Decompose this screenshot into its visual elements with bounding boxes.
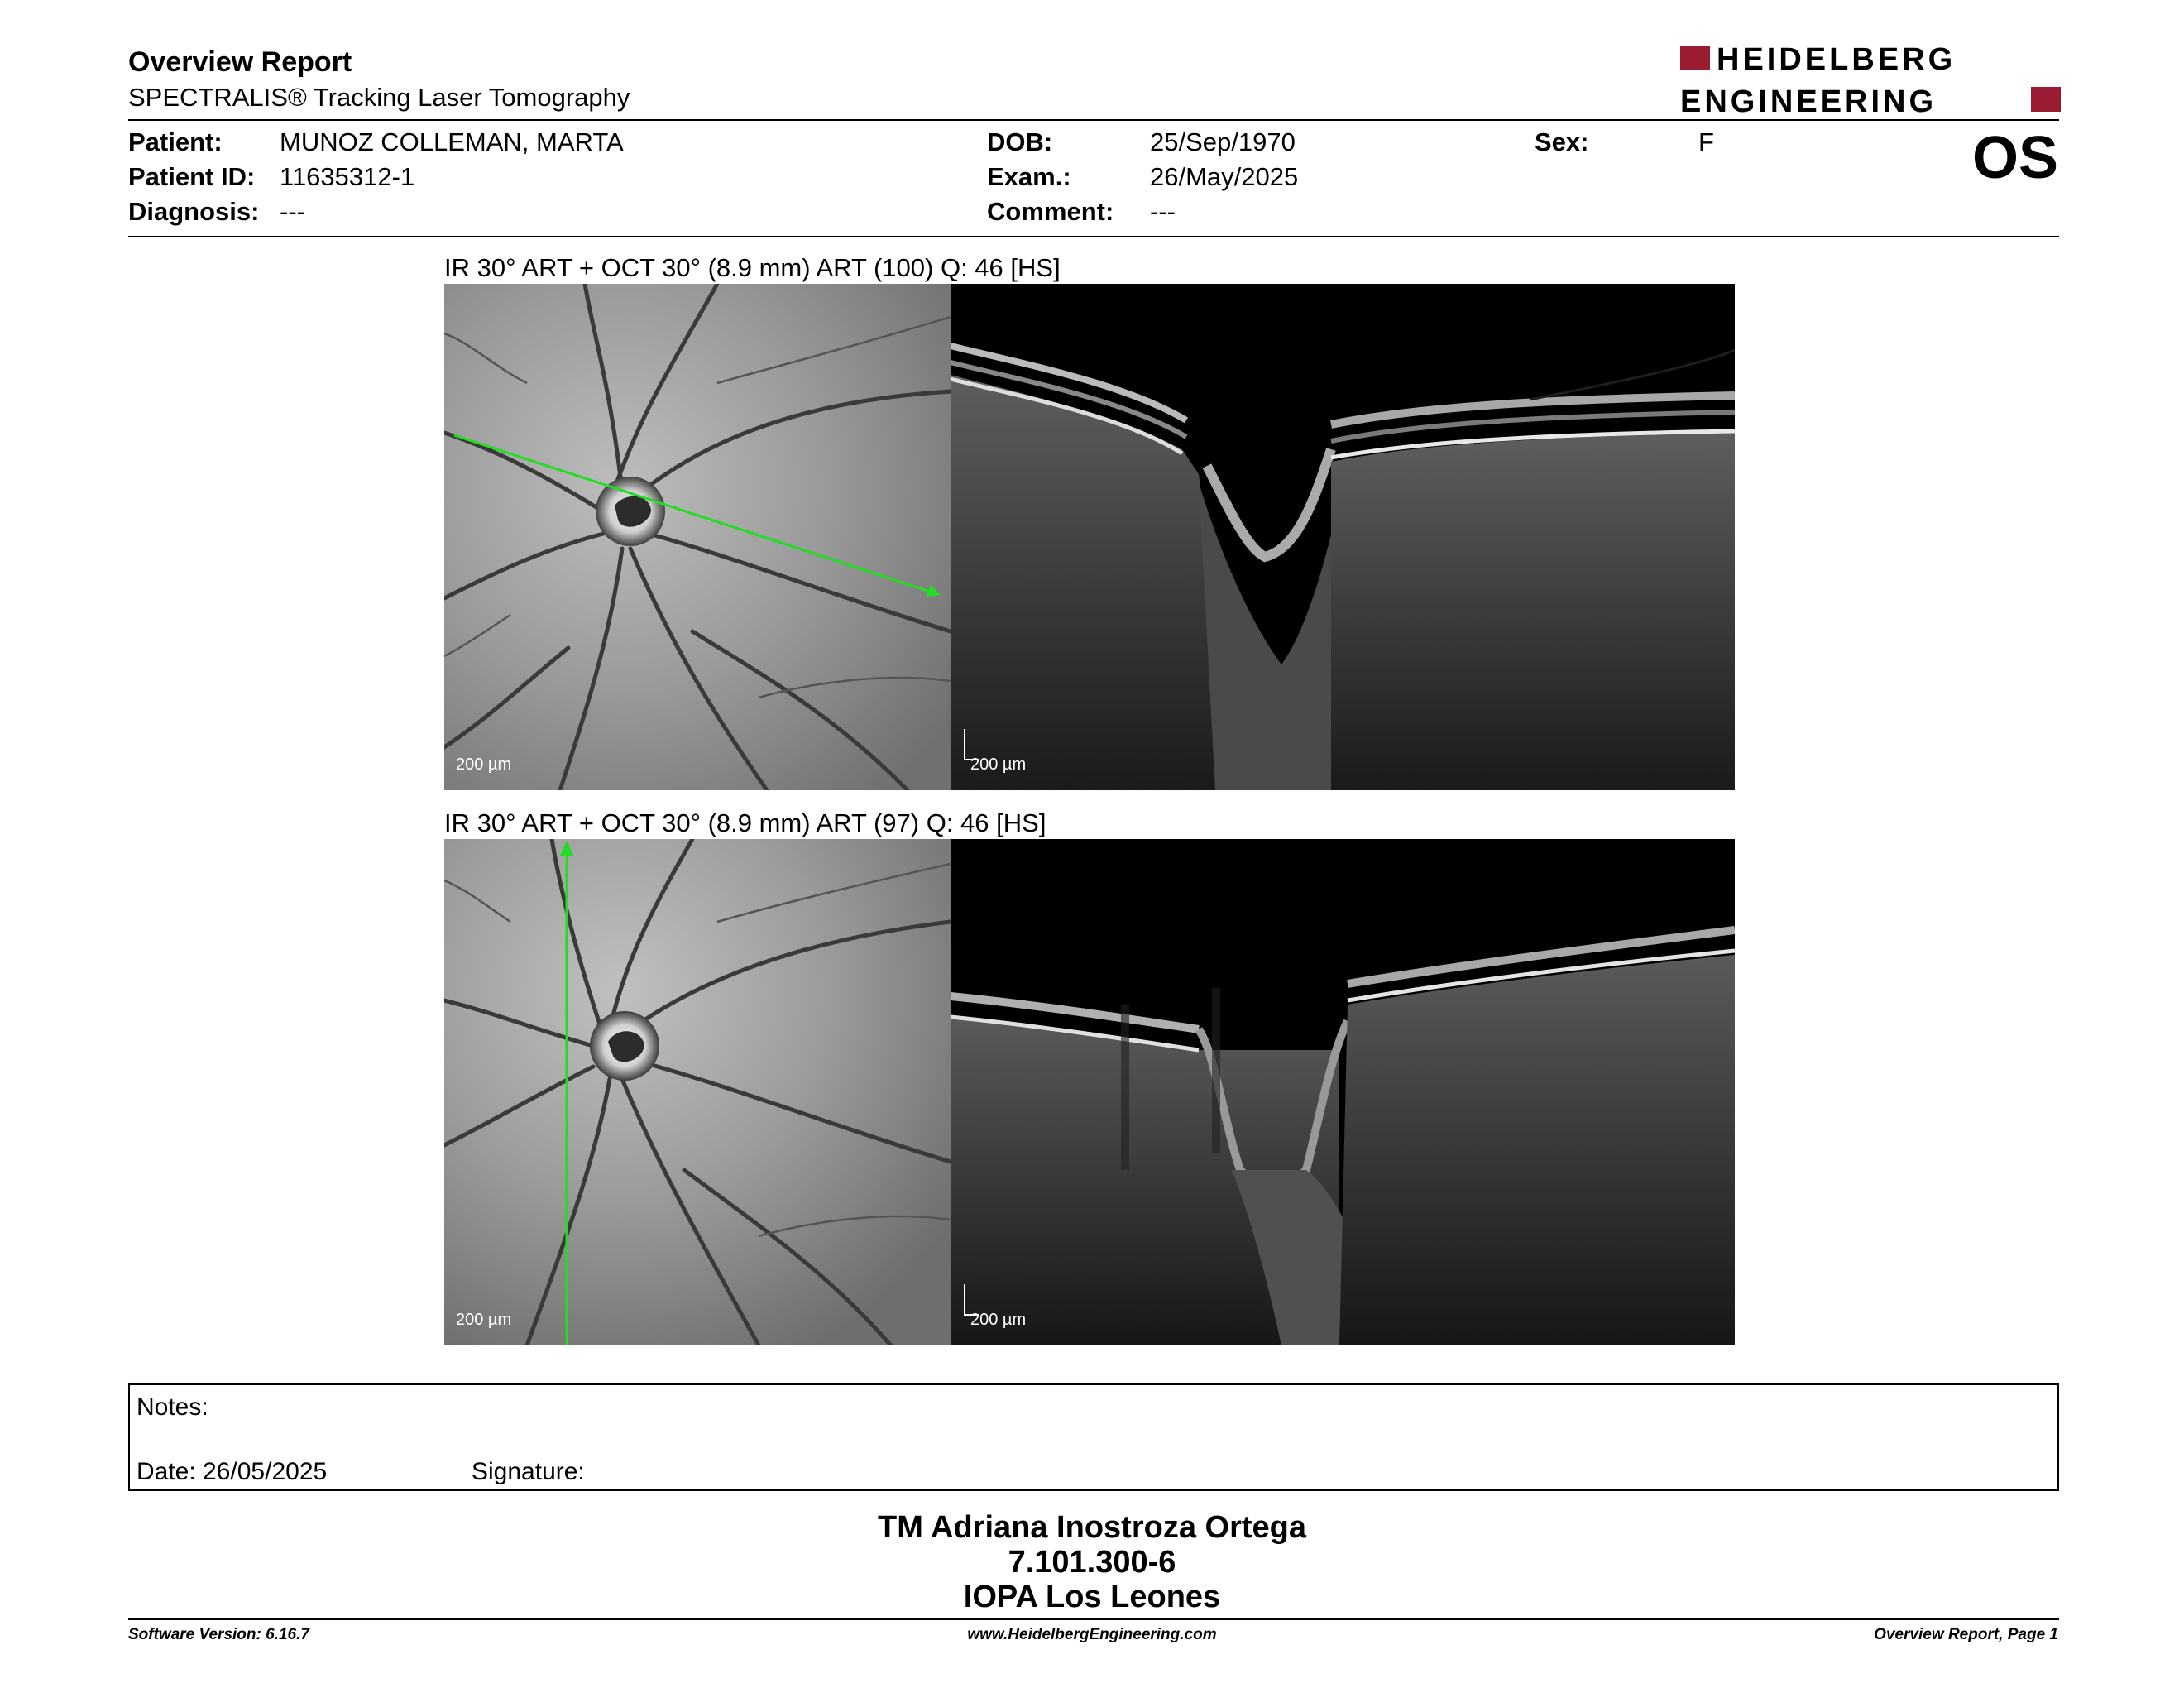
report-title: Overview Report [128, 46, 352, 78]
exam-label: Exam.: [987, 162, 1071, 191]
eye-indicator: OS [1971, 125, 2058, 191]
software-version: Software Version: 6.16.7 [128, 1626, 309, 1643]
header-divider [128, 119, 2059, 121]
report-subtitle: SPECTRALIS® Tracking Laser Tomography [128, 83, 630, 112]
svg-text:HEIDELBERG: HEIDELBERG [1717, 46, 1956, 77]
oct-scale-bar-vertical-2 [964, 1284, 965, 1316]
diagnosis-label: Diagnosis: [128, 197, 260, 226]
comment-value: --- [1150, 197, 1176, 226]
signoff-id: 7.101.300-6 [1008, 1545, 1176, 1580]
scan-2-title: IR 30° ART + OCT 30° (8.9 mm) ART (97) Q: 46 [HS] [444, 808, 1046, 837]
ir-fundus-image-1 [444, 284, 951, 790]
ir-scale-label-2: 200 µm [456, 1311, 512, 1329]
ir-fundus-image-2 [444, 839, 951, 1345]
patient-id-label: Patient ID: [128, 162, 256, 191]
signature-label: Signature: [472, 1458, 585, 1485]
signoff-institution: IOPA Los Leones [963, 1580, 1221, 1614]
oct-bscan-image-2 [951, 839, 1735, 1345]
dob-value: 25/Sep/1970 [1150, 127, 1296, 156]
notes-date: Date: 26/05/2025 [136, 1458, 328, 1485]
dob-label: DOB: [987, 127, 1053, 156]
oct-scale-bar-vertical-1 [964, 729, 965, 760]
scan-1-title: IR 30° ART + OCT 30° (8.9 mm) ART (100) Q: 46 [HS] [444, 253, 1061, 282]
footer-divider [128, 1618, 2059, 1620]
exam-value: 26/May/2025 [1150, 162, 1299, 191]
patient-divider [128, 236, 2059, 237]
sex-label: Sex: [1535, 127, 1589, 156]
heidelberg-logo [1680, 46, 2061, 117]
sex-value: F [1698, 127, 1714, 156]
oct-scale-label-2: 200 µm [970, 1311, 1027, 1329]
diagnosis-value: --- [280, 197, 305, 226]
notes-box[interactable] [128, 1383, 2059, 1491]
patient-label: Patient: [128, 127, 223, 156]
oct-scale-label-1: 200 µm [970, 755, 1027, 774]
notes-label: Notes: [136, 1393, 208, 1421]
signoff-name: TM Adriana Inostroza Ortega [878, 1510, 1306, 1545]
svg-text:ENGINEERING: ENGINEERING [1680, 84, 1937, 117]
page-number: Overview Report, Page 1 [1874, 1626, 2058, 1643]
patient-id: 11635312-1 [280, 162, 415, 191]
ir-scale-label-1: 200 µm [456, 755, 512, 774]
comment-label: Comment: [987, 197, 1114, 226]
patient-name: MUNOZ COLLEMAN, MARTA [280, 127, 624, 156]
website-link[interactable]: www.HeidelbergEngineering.com [967, 1626, 1217, 1643]
oct-bscan-image-1 [951, 284, 1735, 790]
